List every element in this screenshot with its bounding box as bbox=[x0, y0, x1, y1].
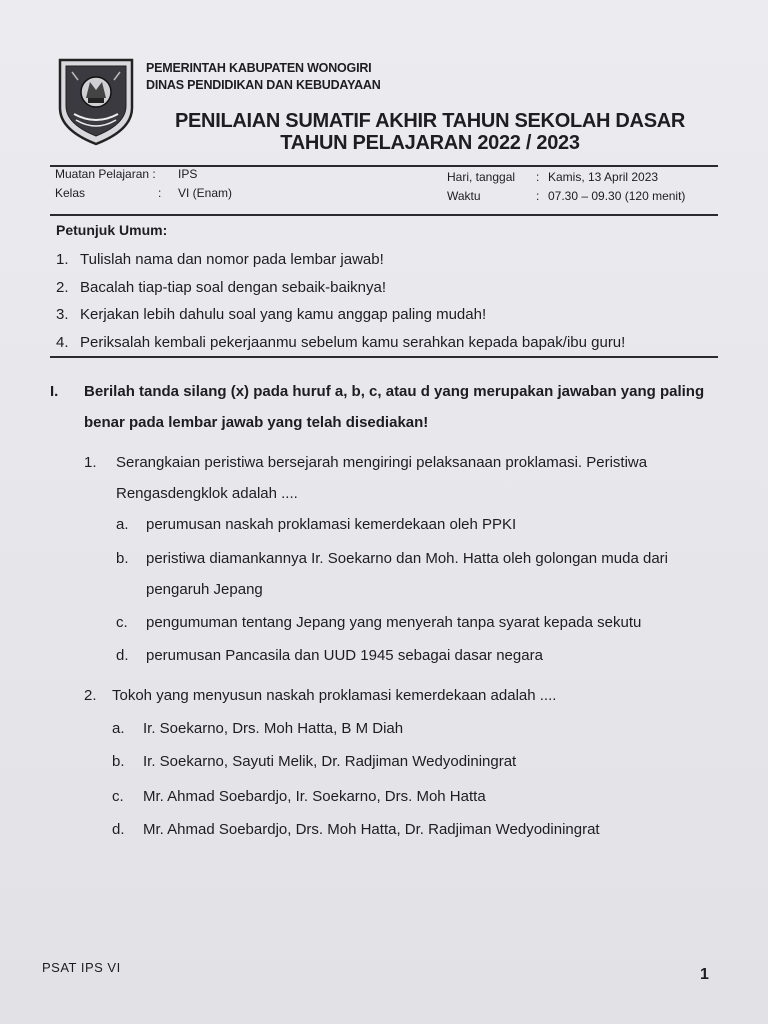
day-value: Kamis, 13 April 2023 bbox=[548, 170, 659, 184]
section-number: I. bbox=[50, 383, 59, 400]
page-number: 1 bbox=[700, 966, 709, 983]
option-text: Ir. Soekarno, Drs. Moh Hatta, B M Diah bbox=[143, 720, 404, 737]
option-letter: d. bbox=[112, 821, 125, 838]
option-letter: c. bbox=[116, 614, 128, 631]
question-text: Tokoh yang menyusun naskah proklamasi kemerdekaan adalah .... bbox=[112, 687, 557, 704]
option-text: perumusan naskah proklamasi kemerdekaan oleh PPKI bbox=[146, 516, 517, 533]
exam-code: PSAT IPS VI bbox=[42, 960, 121, 975]
day-separator: : bbox=[536, 170, 540, 184]
question-text: Serangkaian peristiwa bersejarah mengiringi pelaksanaan proklamasi. Peristiwa Rengasdengklok adalah .... bbox=[116, 454, 648, 502]
option-letter: d. bbox=[116, 647, 129, 664]
instructions-list bbox=[56, 246, 716, 356]
list-item: 3. Kerjakan lebih dahulu soal yang kamu anggap paling mudah! bbox=[56, 306, 487, 323]
gov-line-2: DINAS PENDIDIKAN DAN KEBUDAYAAN bbox=[146, 78, 381, 92]
subject-value: IPS bbox=[178, 167, 198, 181]
section-instruction: Berilah tanda silang (x) pada huruf a, b, c, atau d yang merupakan jawaban yang paling benar pada lembar jawab yang telah disediakan! bbox=[84, 383, 705, 431]
option-letter: b. bbox=[112, 753, 125, 770]
exam-title bbox=[150, 110, 710, 154]
day-label: Hari, tanggal bbox=[447, 170, 516, 184]
option-text: Mr. Ahmad Soebardjo, Ir. Soekarno, Drs. Moh Hatta bbox=[143, 788, 486, 805]
class-value: VI (Enam) bbox=[178, 186, 233, 200]
list-item: 2. Bacalah tiap-tiap soal dengan sebaik-baiknya! bbox=[56, 278, 387, 296]
option-letter: c. bbox=[112, 788, 124, 805]
option-letter: a. bbox=[112, 720, 125, 737]
meta-divider bbox=[50, 214, 718, 216]
gov-line-1: PEMERINTAH KABUPATEN WONOGIRI bbox=[146, 61, 372, 75]
title-line-2: TAHUN PELAJARAN 2022 / 2023 bbox=[280, 132, 580, 154]
government-header bbox=[146, 60, 381, 94]
subject-label: Muatan Pelajaran : bbox=[55, 167, 156, 181]
instructions-divider bbox=[50, 356, 718, 358]
time-label: Waktu bbox=[447, 189, 481, 203]
class-label: Kelas bbox=[55, 186, 86, 200]
option-text: perumusan Pancasila dan UUD 1945 sebagai dasar negara bbox=[146, 647, 543, 664]
option-text: Mr. Ahmad Soebardjo, Drs. Moh Hatta, Dr. Radjiman Wedyodiningrat bbox=[143, 821, 600, 838]
time-separator: : bbox=[536, 189, 540, 203]
instructions-title: Petunjuk Umum: bbox=[56, 222, 168, 238]
question-number: 2. bbox=[84, 687, 97, 704]
list-item: 4. Periksalah kembali pekerjaanmu sebelum kamu serahkan kepada bapak/ibu guru! bbox=[56, 333, 626, 351]
question-number: 1. bbox=[84, 454, 97, 471]
regency-crest-icon bbox=[56, 56, 136, 146]
option-letter: a. bbox=[116, 516, 129, 533]
option-text: peristiwa diamankannya Ir. Soekarno dan Moh. Hatta oleh golongan muda dari pengaruh Jepang bbox=[146, 550, 668, 598]
option-text: Ir. Soekarno, Sayuti Melik, Dr. Radjiman Wedyodiningrat bbox=[143, 753, 517, 770]
option-text: pengumuman tentang Jepang yang menyerah tanpa syarat kepada sekutu bbox=[146, 614, 642, 631]
title-line-1: PENILAIAN SUMATIF AKHIR TAHUN SEKOLAH DASAR bbox=[174, 110, 686, 132]
time-value: 07.30 – 09.30 (120 menit) bbox=[548, 189, 686, 203]
class-separator: : bbox=[158, 186, 162, 200]
option-letter: b. bbox=[116, 550, 129, 567]
list-item: 1. Tulislah nama dan nomor pada lembar jawab! bbox=[56, 251, 384, 268]
